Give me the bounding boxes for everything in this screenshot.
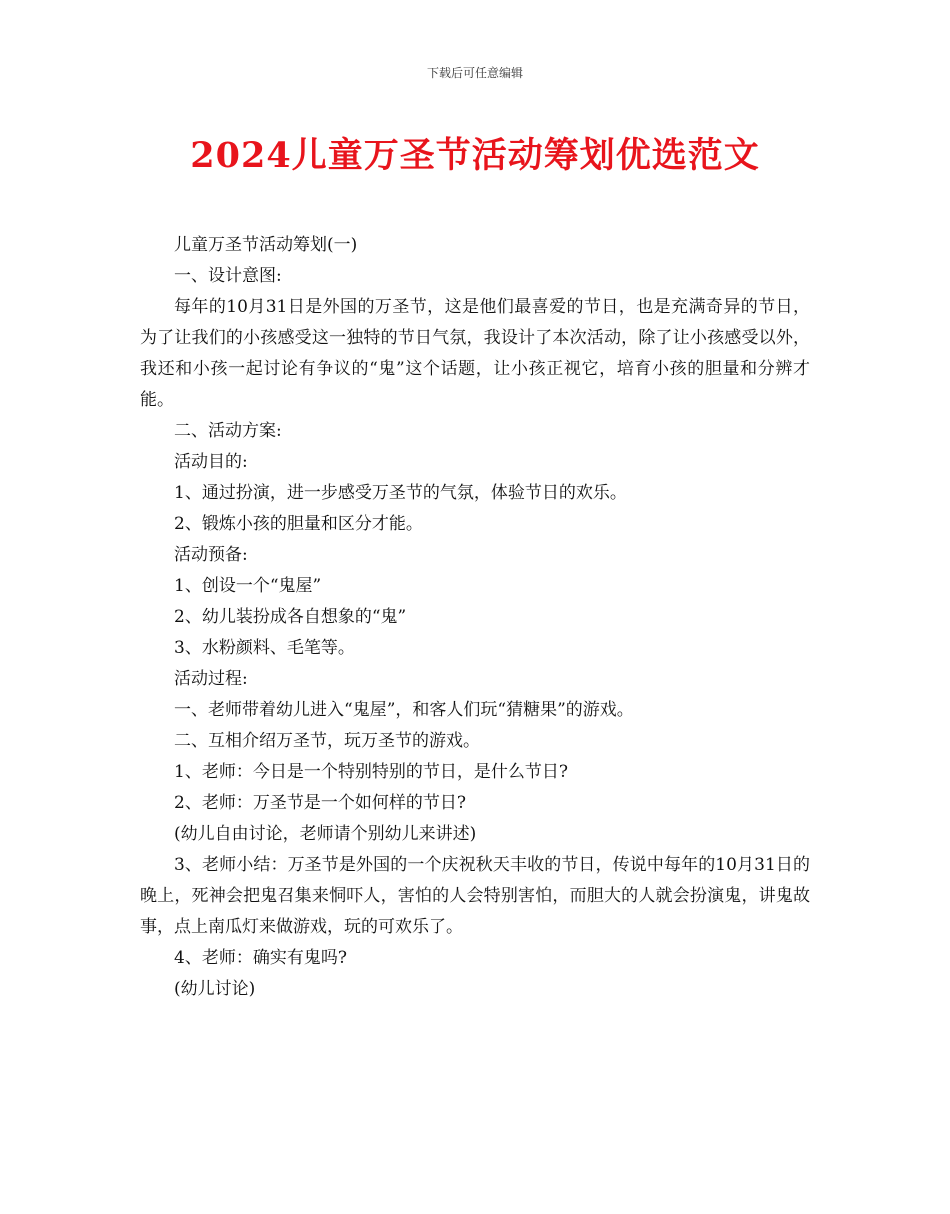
header-note: 下载后可任意编辑 [426,66,523,80]
document-title: 2024儿童万圣节活动筹划优选范文 [190,135,760,176]
paragraph-plan-heading: 二、活动方案: [174,421,282,441]
paragraph-design-intent-heading: 一、设计意图: [174,266,282,286]
paragraph-teacher-question-2: 2、老师：万圣节是一个如何样的节日? [174,793,466,813]
paragraph-free-discussion: (幼儿自由讨论，老师请个别幼儿来讲述) [174,824,477,844]
paragraph-teacher-question-4: 4、老师：确实有鬼吗? [174,948,347,968]
paragraph-process-1: 一、老师带着幼儿进入“鬼屋”，和客人们玩“猜糖果”的游戏。 [174,700,634,720]
paragraph-preparation-heading: 活动预备: [174,545,248,565]
paragraph-section-heading: 儿童万圣节活动筹划(一) [174,235,358,255]
paragraph-design-intent: 每年的10月31日是外国的万圣节，这是他们最喜爱的节日，也是充满奇异的节日，为了让我们的小孩感受这一独特的节日气氛，我设计了本次活动，除了让小孩感受以外，我还和小孩一起讨论有争议的“鬼”这个话题，让小孩正视它，培育小孩的胆量和分辨才能。 [140,297,810,410]
paragraph-teacher-summary: 3、老师小结：万圣节是外国的一个庆祝秋天丰收的节日，传说中每年的10月31日的晚上，死神会把鬼召集来恫吓人，害怕的人会特别害怕，而胆大的人就会扮演鬼，讲鬼故事，点上南瓜灯来做游戏，玩的可欢乐了。 [140,855,810,937]
paragraph-goals-heading: 活动目的: [174,452,248,472]
paragraph-preparation-2: 2、幼儿装扮成各自想象的“鬼” [174,607,407,627]
paragraph-children-discussion: (幼儿讨论) [174,979,256,999]
paragraph-goal-2: 2、锻炼小孩的胆量和区分才能。 [174,514,423,534]
paragraph-process-heading: 活动过程: [174,669,248,689]
paragraph-process-2: 二、互相介绍万圣节，玩万圣节的游戏。 [174,731,480,751]
paragraph-teacher-question-1: 1、老师：今日是一个特别特别的节日，是什么节日? [174,762,568,782]
document-body [140,230,810,1005]
paragraph-goal-1: 1、通过扮演，进一步感受万圣节的气氛，体验节日的欢乐。 [174,483,627,503]
paragraph-preparation-3: 3、水粉颜料、毛笔等。 [174,638,355,658]
paragraph-preparation-1: 1、创设一个“鬼屋” [174,576,322,596]
